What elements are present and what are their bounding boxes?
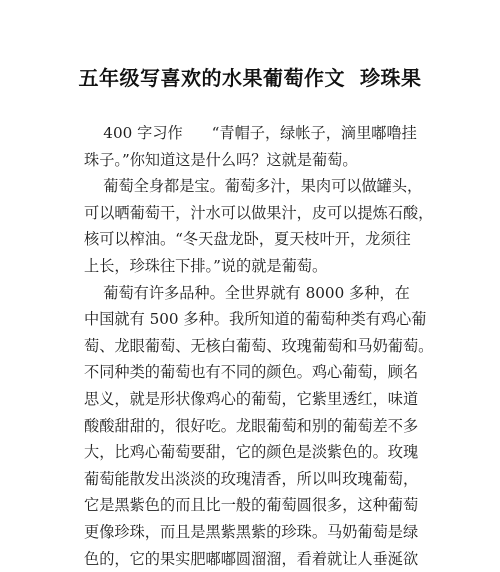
text-line: 酸酸甜甜的，很好吃。龙眼葡萄和别的葡萄差不多 <box>84 413 436 440</box>
text-line: 它是黑紫色的而且比一般的葡萄圆很多，这种葡萄 <box>84 492 436 519</box>
text-line: 中国就有 500 多种。我所知道的葡萄种类有鸡心葡 <box>84 306 436 333</box>
text-line: 葡萄能散发出淡淡的玫瑰清香，所以叫玫瑰葡萄， <box>84 466 436 493</box>
text-line: 葡萄全身都是宝。葡萄多汁，果肉可以做罐头， <box>84 173 436 200</box>
text-line: 不同种类的葡萄也有不同的颜色。鸡心葡萄，顾名 <box>84 359 436 386</box>
text-line: 思义，就是形状像鸡心的葡萄，它紫里透红，味道 <box>84 386 436 413</box>
text-line: 可以晒葡萄干，汁水可以做果汁，皮可以提炼石酸， <box>84 200 436 227</box>
text-line: 上长，珍珠往下排。”说的就是葡萄。 <box>84 253 436 280</box>
text-line: 400 字习作 “青帽子，绿帐子，滴里嘟噜挂 <box>84 120 436 147</box>
text-line: 萄、龙眼葡萄、无核白葡萄、玫瑰葡萄和马奶葡萄。 <box>84 333 436 360</box>
text-line: 更像珍珠，而且是黑紫黑紫的珍珠。马奶葡萄是绿 <box>84 519 436 546</box>
text-line: 色的，它的果实肥嘟嘟圆溜溜，看着就让人垂涎欲 <box>84 546 436 572</box>
document-title: 五年级写喜欢的水果葡萄作文 珍珠果 <box>0 62 500 91</box>
text-line: 核可以榨油。“冬天盘龙卧，夏天枝叶开，龙须往 <box>84 226 436 253</box>
text-line: 大，比鸡心葡萄要甜，它的颜色是淡紫色的。玫瑰 <box>84 439 436 466</box>
text-line: 葡萄有许多品种。全世界就有 8000 多种，在 <box>84 280 436 307</box>
essay-body <box>84 120 436 572</box>
text-line: 珠子。”你知道这是什么吗？这就是葡萄。 <box>84 147 436 174</box>
